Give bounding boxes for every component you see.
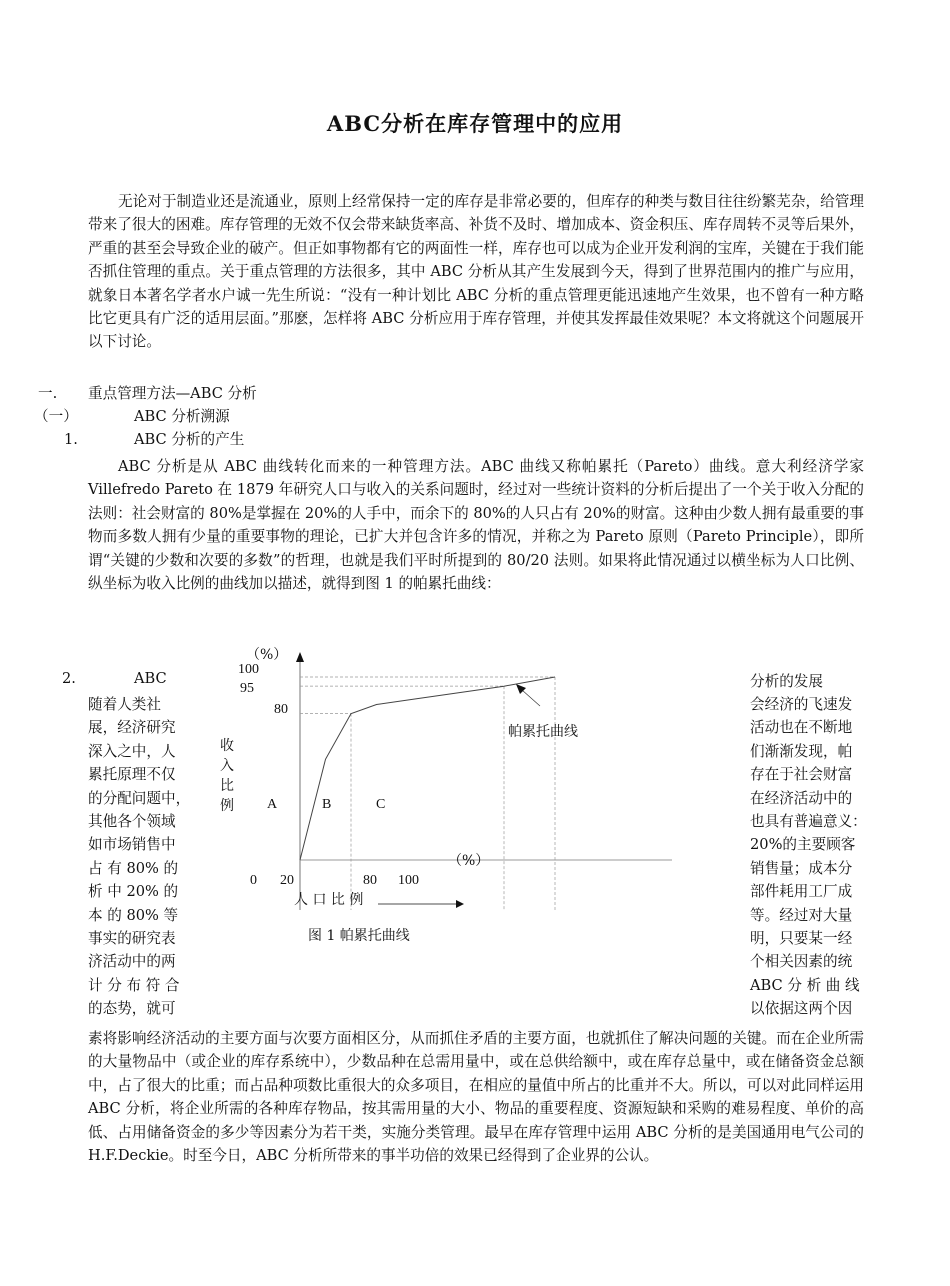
left-column-line: 累托原理不仅 (88, 766, 176, 784)
y-tick-label: 80 (274, 702, 288, 717)
left-column-line: 展，经济研究 (88, 719, 176, 737)
right-column-line: 会经济的飞速发 (750, 696, 853, 713)
chart-caption: 图 1 帕累托曲线 (308, 928, 410, 944)
left-column-line: 随着人类社 (88, 696, 161, 713)
right-column-line: 也具有普遍意义： (750, 813, 867, 831)
region-label: C (376, 797, 386, 812)
y-axis-label-char: 入 (220, 758, 234, 774)
pareto-chart-svg (210, 640, 680, 940)
intro-paragraph: 无论对于制造业还是流通业，原则上经常保持一定的库存是非常必要的，但库存的种类与数目往往纷繁芜杂，给管理带来了很大的困难。库存管理的无效不仅会带来缺货率高、补货不及时、增加成本、资金积压、库存周转不灵等后果外，严重的甚至会导致企业的破产。但正如事物都有它的两面性一样，库存也可以成为企业开发利润的宝库，关键在于我们能否抓住管理的重点。关于重点管理的方法很多，其中 ABC 分析从其产生发展到今天，得到了世界范围内的推广与应用，就象日本著名学者水户诚一先生所说：“没有一种计划比 ABC 分析的重点管理更能迅速地产生效果，也不曾有一种方略比它更具有广泛的适用层面。”那麽，怎样将 ABC 分析应用于库存管理，并使其发挥最佳效果呢？本文将就这个问题展开以下讨论。 (88, 193, 864, 351)
section-1-number: 一. (38, 385, 58, 402)
left-column-line: 本 的 80% 等 (88, 906, 179, 924)
x-axis-label: 人 口 比 例 (294, 892, 364, 908)
item-2-heading-right: 分析的发展 (750, 673, 823, 690)
page-title: ABC分析在库存管理中的应用 (326, 111, 624, 136)
y-axis-label-char: 比 (220, 778, 234, 794)
item-1-number: 1. (64, 431, 78, 448)
abc-development-paragraph: 素将影响经济活动的主要方面与次要方面相区分，从而抓住矛盾的主要方面，也就抓住了解决问题的关键。而在企业所需的大量物品中（或企业的库存系统中），少数品种在总需用量中，或在总供给额中，或在库存总量中，或在储备资金总额中，占了很大的比重；而占品种项数比重很大的众多项目，在相应的量值中所占的比重并不大。所以，可以对此同样运用 ABC 分析，将企业所需的各种库存物品，按其需用量的大小、物品的重要程度、资源短缺和采购的难易程度、单价的高低、占用储备资金的多少等因素分为若干类，实施分类管理。最早在库存管理中运用 ABC 分析的是美国通用电气公司的 H.F.Deckie。时至今日，ABC 分析所带来的事半功倍的效果已经得到了企业界的公认。 (88, 1030, 864, 1165)
right-column-line: 20%的主要顾客 (750, 836, 856, 854)
right-column-line: 在经济活动中的 (750, 789, 853, 807)
left-text-column (88, 693, 198, 1021)
section-1-heading: 重点管理方法—ABC 分析 (88, 385, 257, 402)
y-unit-label: （%） (246, 647, 288, 663)
x-unit-label: （%） (448, 853, 490, 869)
y-axis-label-char: 例 (220, 798, 234, 814)
subsection-1-heading: ABC 分析溯源 (134, 408, 230, 425)
left-column-line: 占 有 80% 的 (88, 859, 179, 877)
right-column-line: ABC 分 析 曲 线 (750, 976, 860, 994)
right-column-line: 活动也在不断地 (750, 719, 853, 737)
right-text-column (750, 693, 875, 1021)
y-axis-arrow (296, 652, 304, 662)
item-1-heading: ABC 分析的产生 (134, 431, 245, 448)
right-column-line: 部件耗用工厂成 (750, 883, 853, 901)
y-axis-label (220, 736, 240, 816)
pareto-chart (210, 640, 680, 944)
right-column-line: 个相关因素的统 (750, 953, 853, 971)
left-column-line: 如市场销售中 (88, 836, 176, 854)
x-tick-label: 100 (398, 873, 419, 888)
curve-label-pointer (522, 690, 540, 706)
right-column-line: 以依据这两个因 (750, 1000, 853, 1018)
region-label: B (322, 797, 332, 812)
x-label-arrow-head (456, 900, 464, 908)
left-column-line: 计 分 布 符 合 (88, 976, 180, 994)
subsection-1-number: （一） (34, 408, 78, 425)
y-tick-label: 100 (238, 662, 259, 677)
x-tick-label: 0 (250, 873, 257, 888)
right-column-line: 们渐渐发现，帕 (750, 742, 853, 760)
left-column-line: 的分配问题中， (88, 789, 191, 807)
pareto-origin-paragraph: ABC 分析是从 ABC 曲线转化而来的一种管理方法。ABC 曲线又称帕累托（Pareto）曲线。意大利经济学家 Villefredo Pareto 在 1879 年研究人口与收入的关系问题时，经过对一些统计资料的分析后提出了一个关于收入分配的法则：社会财富的 80%是掌握在 20%的人手中，而余下的 80%的人只占有 20%的财富。这种由少数人拥有最重要的事物而多数人拥有少量的重要事物的理论，已扩大并包含许多的情况，并称之为 Pareto 原则（Pareto Principle），即所谓“关键的少数和次要的多数”的哲理，也就是我们平时所提到的 80/20 法则。如果将此情况通过以横坐标为人口比例、纵坐标为收入比例的曲线加以描述，就得到图 1 的帕累托曲线： (88, 458, 864, 593)
x-tick-label: 20 (280, 873, 294, 888)
right-column-line: 等。经过对大量 (750, 906, 853, 924)
x-tick-label: 80 (363, 873, 377, 888)
curve-label: 帕累托曲线 (508, 724, 578, 740)
left-column-line: 深入之中，人 (88, 742, 176, 760)
right-column-line: 销售量；成本分 (750, 859, 853, 877)
left-column-line: 济活动中的两 (88, 953, 176, 971)
left-column-line: 事实的研究表 (88, 930, 176, 948)
item-2-number: 2. (62, 670, 76, 687)
pareto-curve (300, 677, 555, 860)
item-2-heading-left: ABC (134, 670, 167, 687)
right-column-line: 存在于社会财富 (750, 766, 853, 784)
y-axis-label-char: 收 (220, 738, 234, 754)
left-column-line: 析 中 20% 的 (88, 883, 179, 901)
left-column-line: 其他各个领域 (88, 813, 176, 831)
y-tick-label: 95 (240, 681, 254, 696)
left-column-line: 的态势，就可 (88, 1000, 176, 1018)
region-label: A (267, 797, 278, 812)
right-column-line: 明，只要某一经 (750, 930, 853, 948)
